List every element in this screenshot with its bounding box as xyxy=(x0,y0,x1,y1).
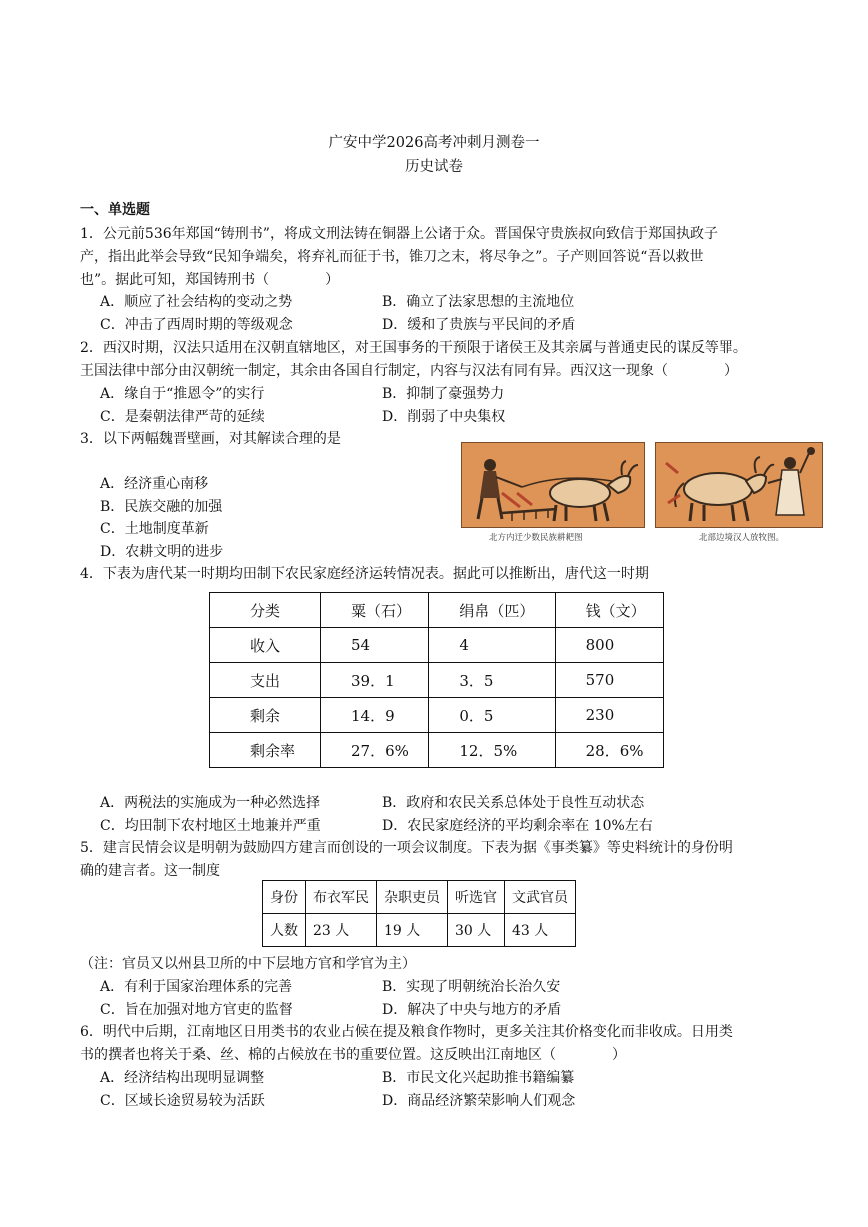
mural-herding-caption: 北部边境汉人放牧图。 xyxy=(699,533,785,543)
table-cell: 12．5% xyxy=(429,733,555,768)
q5-option-d: D．解决了中央与地方的矛盾 xyxy=(382,1002,562,1018)
table-row xyxy=(263,914,576,947)
q2-option-b: B．抑制了豪强势力 xyxy=(382,386,505,402)
table-cell: 800 xyxy=(555,628,663,663)
q5-table xyxy=(262,880,576,947)
mural-plowing-caption: 北方内迁少数民族耕耙图 xyxy=(489,533,583,543)
q6-line-1: 6．明代中后期，江南地区日用类书的农业占候在提及粮食作物时，更多关注其价格变化而非收成。日用类 xyxy=(80,1024,733,1040)
table-cell: 剩余率 xyxy=(210,733,321,768)
table-cell: 3．5 xyxy=(429,663,555,698)
table-cell: 230 xyxy=(555,698,663,733)
q4-option-d: D．农民家庭经济的平均剩余率在 10%左右 xyxy=(382,818,653,834)
q6-option-c: C．区域长途贸易较为活跃 xyxy=(100,1093,265,1109)
table-cell: 杂职吏员 xyxy=(377,881,448,914)
q2-option-d: D．削弱了中央集权 xyxy=(382,409,506,425)
table-cell: 布衣军民 xyxy=(306,881,377,914)
table-cell: 23 人 xyxy=(306,914,377,947)
q3-option-c: C．土地制度革新 xyxy=(100,521,209,537)
table-cell: 54 xyxy=(321,628,429,663)
q2-option-a: A．缘自于“推恩令”的实行 xyxy=(100,386,265,402)
q1-line-2: 产，指出此举会导致“民知争端矣，将弃礼而征于书，锥刀之末，将尽争之”。子产则回答说“吾以救世 xyxy=(80,249,704,265)
section-heading: 一、单选题 xyxy=(80,202,150,218)
q1-line-1: 1．公元前536年郑国“铸刑书”，将成文刑法铸在铜器上公诸于众。晋国保守贵族叔向致信于郑国执政子 xyxy=(80,226,718,242)
table-cell: 剩余 xyxy=(210,698,321,733)
table-row xyxy=(210,593,664,628)
table-cell: 4 xyxy=(429,628,555,663)
q2-option-c: C．是秦朝法律严苛的延续 xyxy=(100,409,265,425)
q6-option-b: B．市民文化兴起助推书籍编纂 xyxy=(382,1070,575,1086)
q2-line-1: 2．西汉时期，汉法只适用在汉朝直辖地区，对王国事务的干预限于诸侯王及其亲属与普通吏民的谋反等罪。 xyxy=(80,340,747,356)
table-cell: 听选官 xyxy=(448,881,505,914)
table-cell: 支出 xyxy=(210,663,321,698)
q1-option-b: B．确立了法家思想的主流地位 xyxy=(382,294,575,310)
q6-option-d: D．商品经济繁荣影响人们观念 xyxy=(382,1093,576,1109)
table-cell: 30 人 xyxy=(448,914,505,947)
table-cell: 43 人 xyxy=(505,914,576,947)
q5-line-2: 确的建言者。这一制度 xyxy=(80,863,220,879)
table-cell: 28．6% xyxy=(555,733,663,768)
q1-option-d: D．缓和了贵族与平民间的矛盾 xyxy=(382,317,576,333)
mural-plowing-image xyxy=(461,442,645,528)
q6-line-2: 书的撰者也将关于桑、丝、棉的占候放在书的重要位置。这反映出江南地区（ ） xyxy=(80,1047,626,1063)
q5-option-c: C．旨在加强对地方官吏的监督 xyxy=(100,1002,293,1018)
table-row xyxy=(210,733,664,768)
q4-option-c: C．均田制下农村地区土地兼并严重 xyxy=(100,818,321,834)
table-row xyxy=(210,628,664,663)
table-cell: 身份 xyxy=(263,881,306,914)
table-cell: 0．5 xyxy=(429,698,555,733)
table-cell: 收入 xyxy=(210,628,321,663)
exam-title: 广安中学2026高考冲刺月测卷一 xyxy=(328,135,540,151)
table-cell: 27．6% xyxy=(321,733,429,768)
table-cell: 39．1 xyxy=(321,663,429,698)
q4-header-money: 钱（文） xyxy=(555,593,663,628)
q5-option-b: B．实现了明朝统治长治久安 xyxy=(382,979,561,995)
q4-stem: 4．下表为唐代某一时期均田制下农民家庭经济运转情况表。据此可以推断出，唐代这一时期 xyxy=(80,566,649,582)
mural-herding-image xyxy=(655,442,823,528)
table-cell: 19 人 xyxy=(377,914,448,947)
table-row xyxy=(263,881,576,914)
q5-note: （注：官员又以州县卫所的中下层地方官和学官为主） xyxy=(80,956,416,972)
q6-option-a: A．经济结构出现明显调整 xyxy=(100,1070,265,1086)
q3-option-a: A．经济重心南移 xyxy=(100,476,209,492)
table-cell: 14．9 xyxy=(321,698,429,733)
q4-option-b: B．政府和农民关系总体处于良性互动状态 xyxy=(382,795,645,811)
q4-header-grain: 粟（石） xyxy=(321,593,429,628)
exam-subtitle: 历史试卷 xyxy=(405,159,463,175)
table-cell: 文武官员 xyxy=(505,881,576,914)
q5-line-1: 5．建言民情会议是明朝为鼓励四方建言而创设的一项会议制度。下表为据《事类纂》等史料统计的身份明 xyxy=(80,840,733,856)
q5-option-a: A．有利于国家治理体系的完善 xyxy=(100,979,293,995)
table-cell: 人数 xyxy=(263,914,306,947)
q1-option-a: A．顺应了社会结构的变动之势 xyxy=(100,294,293,310)
table-row xyxy=(210,663,664,698)
q4-table xyxy=(209,592,664,768)
q3-option-b: B．民族交融的加强 xyxy=(100,499,223,515)
table-row xyxy=(210,698,664,733)
q3-stem: 3．以下两幅魏晋壁画，对其解读合理的是 xyxy=(80,431,341,447)
q4-header-silk: 绢帛（匹） xyxy=(429,593,555,628)
q1-line-3: 也”。据此可知，郑国铸刑书（ ） xyxy=(80,272,340,288)
q2-line-2: 王国法律中部分由汉朝统一制定，其余由各国自行制定，内容与汉法有同有异。西汉这一现象（ ） xyxy=(80,363,738,379)
q4-option-a: A．两税法的实施成为一种必然选择 xyxy=(100,795,321,811)
q3-option-d: D．农耕文明的进步 xyxy=(100,544,224,560)
q4-header-category: 分类 xyxy=(210,593,321,628)
q1-option-c: C．冲击了西周时期的等级观念 xyxy=(100,317,293,333)
table-cell: 570 xyxy=(555,663,663,698)
